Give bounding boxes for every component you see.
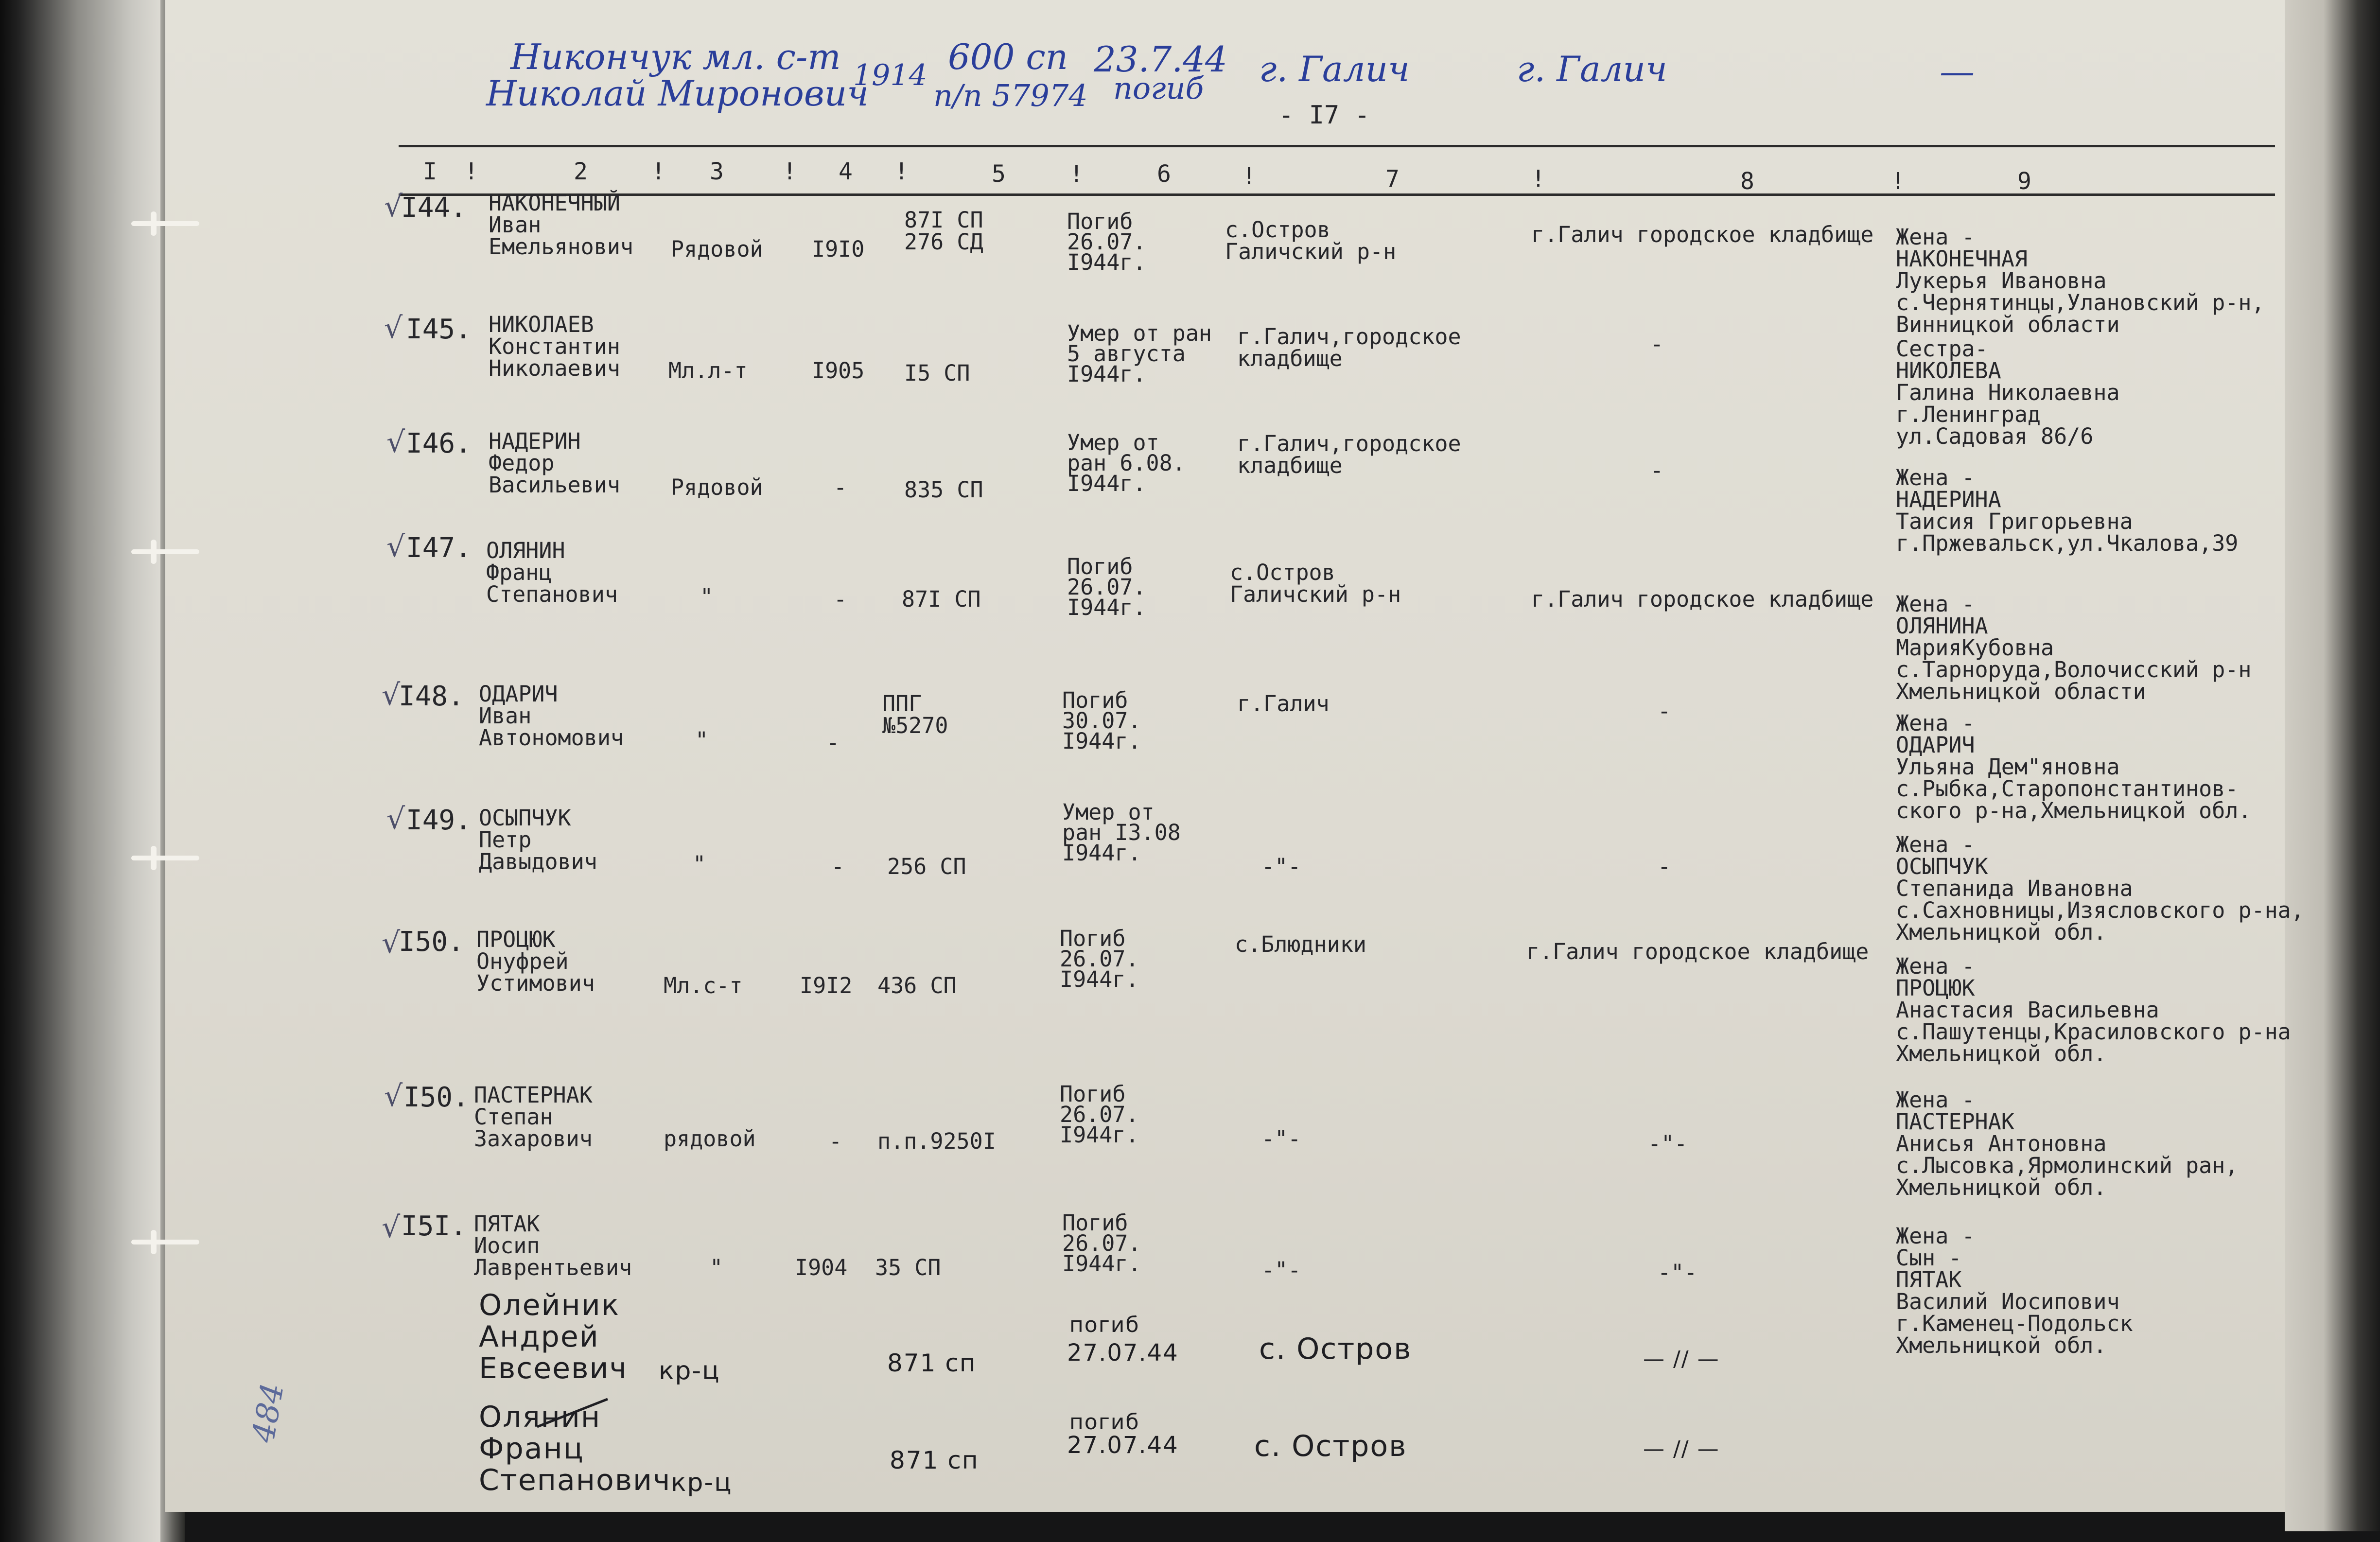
row-number: I45. <box>406 314 472 345</box>
hw-top-status: погиб <box>1113 70 1204 106</box>
relatives: Жена - ПРОЦЮК Анастасия Васильевна с.Пашутенцы,Красиловского р-на Хмельницкой обл. <box>1896 953 2291 1067</box>
hw-rank: кр-ц <box>659 1356 720 1385</box>
surname: НАДЕРИН <box>489 428 581 454</box>
binding-thread <box>131 209 199 238</box>
hw-rank: кр-ц <box>671 1468 733 1497</box>
hw-surname: Олейник <box>479 1288 620 1322</box>
birth-year: - <box>826 730 840 755</box>
burial-place: - <box>1650 457 1664 483</box>
first-name: Иосип <box>474 1233 540 1259</box>
birth-year: I9I2 <box>800 973 853 999</box>
column-number-2: 2 <box>574 158 588 185</box>
burial-place: -"- <box>1658 1260 1698 1285</box>
military-unit: I5 СП <box>904 360 970 386</box>
row-number: I48. <box>399 681 464 712</box>
column-separator: ! <box>783 158 797 185</box>
relatives: Жена - Сын - ПЯТАК Василий Иосипович г.Каменец-Подольск Хмельницкой обл. <box>1896 1223 2133 1358</box>
military-unit: 256 СП <box>887 854 966 879</box>
relatives: Жена - НАКОНЕЧНАЯ Лукерья Ивановна с.Чернятинцы,Улановский р-н, Винницкой области <box>1896 224 2265 337</box>
binding-thread <box>131 843 199 873</box>
hw-patronymic: Евсеевич <box>479 1351 628 1385</box>
death-info: Погиб 30.07. I944г. <box>1062 687 1141 754</box>
column-number-8: 8 <box>1740 168 1754 195</box>
death-info: Погиб 26.07. I944г. <box>1062 1210 1141 1277</box>
relatives: Сестра- НИКОЛЕВА Галина Николаевна г.Ленинград ул.Садовая 86/6 <box>1896 336 2120 449</box>
binding-thread <box>131 1227 199 1257</box>
patronymic: Давыдович <box>479 849 597 875</box>
death-place: г.Галич,городское кладбище <box>1237 431 1461 478</box>
burial-place: -"- <box>1648 1131 1688 1156</box>
relatives: Жена - ОЛЯНИНА МарияКубовна с.Тарноруда,Волочисский р-н Хмельницкой области <box>1896 591 2252 704</box>
rank: " <box>693 851 706 877</box>
hw-top-year: 1914 <box>853 58 928 92</box>
patronymic: Устимович <box>476 970 595 996</box>
surname: ПРОЦЮК <box>476 927 556 952</box>
check-mark: √ <box>382 926 401 960</box>
hw-status: погиб <box>1069 1313 1140 1337</box>
hw-patronymic: Степанович <box>479 1463 671 1497</box>
birth-year: I904 <box>795 1255 848 1280</box>
check-mark: √ <box>386 425 405 459</box>
header-rule-bottom <box>399 193 2275 196</box>
surname: ПАСТЕРНАК <box>474 1082 593 1108</box>
check-mark: √ <box>386 530 405 564</box>
row-number: I49. <box>406 805 472 836</box>
margin-note: 484 <box>245 1380 292 1445</box>
rank: Мл.с-т <box>664 973 743 999</box>
column-separator: ! <box>464 158 478 185</box>
rank: рядовой <box>664 1126 756 1152</box>
death-info: Умер от ран 5 августа I944г. <box>1067 320 1212 387</box>
first-name: Онуфрей <box>476 948 569 974</box>
relatives: Жена - НАДЕРИНА Таисия Григорьевна г.Пржевальск,ул.Чкалова,39 <box>1896 465 2239 556</box>
burial-place: г.Галич городское кладбище <box>1531 586 1874 612</box>
military-unit: ППГ №5270 <box>882 691 948 738</box>
burial-place: г.Галич городское кладбище <box>1526 939 1869 964</box>
patronymic: Степанович <box>486 581 618 607</box>
column-number-9: 9 <box>2017 168 2031 195</box>
death-place: -"- <box>1261 1126 1301 1152</box>
surname: ОЛЯНИН <box>486 538 565 563</box>
death-place: -"- <box>1261 1257 1301 1283</box>
birth-year: I905 <box>812 358 865 384</box>
column-number-5: 5 <box>992 160 1006 188</box>
death-place: -"- <box>1261 854 1301 879</box>
birth-year: - <box>834 586 847 612</box>
row-number: I46. <box>406 428 472 459</box>
check-mark: √ <box>386 802 405 836</box>
page-number: - I7 - <box>1278 101 1370 130</box>
hw-burial: — // — <box>1643 1347 1720 1371</box>
binding-thread <box>131 537 199 566</box>
check-mark: √ <box>382 1210 401 1244</box>
hw-top-unit-l2: п/п 57974 <box>933 78 1088 113</box>
patronymic: Автономович <box>479 725 624 751</box>
military-unit: п.п.9250I <box>877 1128 996 1154</box>
patronymic: Лаврентьевич <box>474 1255 632 1280</box>
military-unit: 436 СП <box>877 973 957 999</box>
hw-unit: 871 сп <box>887 1349 977 1377</box>
rank: " <box>700 584 714 610</box>
birth-year: I9I0 <box>812 236 865 262</box>
rank: " <box>695 727 709 753</box>
burial-place: г.Галич городское кладбище <box>1531 222 1874 247</box>
surname: ПЯТАК <box>474 1211 540 1237</box>
first-name: Иван <box>479 703 532 729</box>
hw-top-dash: — <box>1940 51 1975 92</box>
hw-status: погиб <box>1069 1410 1140 1435</box>
rank: Мл.л-т <box>668 358 748 384</box>
death-info: Погиб 26.07. I944г. <box>1060 926 1139 992</box>
check-mark: √ <box>384 1079 403 1113</box>
row-number: I47. <box>406 532 472 564</box>
first-name: Константин <box>489 333 620 359</box>
relatives: Жена - ОСЫПЧУК Степанида Ивановна с.Сахновницы,Изясловского р-на, Хмельницкой обл. <box>1896 832 2304 945</box>
death-info: Погиб 26.07. I944г. <box>1067 209 1146 275</box>
hw-top-name-l2: Николай Миронович <box>486 73 869 114</box>
column-separator: ! <box>1069 160 1084 188</box>
death-place: г.Галич,городское кладбище <box>1237 324 1461 371</box>
column-number-3: 3 <box>710 158 724 185</box>
page-edge <box>2285 0 2380 1531</box>
row-number: I50. <box>399 926 464 958</box>
death-info: Умер от ран 6.08. I944г. <box>1067 430 1186 496</box>
burial-place: - <box>1650 331 1664 357</box>
death-place: с.Остров Галичский р-н <box>1225 217 1397 264</box>
patronymic: Емельянович <box>489 234 634 260</box>
row-number: I50. <box>403 1082 469 1113</box>
column-number-1: I <box>423 158 437 185</box>
hw-top-unit: 600 сп <box>948 36 1068 77</box>
first-name: Иван <box>489 212 542 238</box>
death-info: Умер от ран I3.08 I944г. <box>1062 799 1181 866</box>
military-unit: 835 СП <box>904 477 983 503</box>
hw-top-place1: г. Галич <box>1259 49 1410 89</box>
first-name: Франц <box>486 560 552 585</box>
row-number: I5I. <box>401 1210 467 1242</box>
surname: ОДАРИЧ <box>479 681 558 707</box>
military-unit: 87I СП <box>902 586 981 612</box>
strike-mark <box>535 1395 612 1429</box>
death-place: с.Остров Галичский р-н <box>1230 560 1401 607</box>
birth-year: - <box>834 474 847 500</box>
header-rule-top <box>399 145 2275 147</box>
patronymic: Захарович <box>474 1126 593 1152</box>
hw-top-place2: г. Галич <box>1517 49 1667 89</box>
surname: НИКОЛАЕВ <box>489 312 594 337</box>
military-unit: 35 СП <box>875 1255 941 1280</box>
hw-top-name-l1: Никончук мл. с-т <box>510 36 841 77</box>
hw-date: 27.07.44 <box>1067 1432 1179 1459</box>
hw-first-name: Франц <box>479 1432 584 1466</box>
relatives: Жена - ПАСТЕРНАК Анисья Антоновна с.Лысовка,Ярмолинский ран, Хмельницкой обл. <box>1896 1087 2239 1200</box>
burial-place: - <box>1658 854 1671 879</box>
birth-year: - <box>831 854 845 879</box>
military-unit: 87I СП 276 СД <box>904 207 983 255</box>
death-info: Погиб 26.07. I944г. <box>1067 554 1146 620</box>
rank: " <box>710 1255 723 1280</box>
rank: Рядовой <box>671 474 763 500</box>
relatives: Жена - ОДАРИЧ Ульяна Дем"яновна с.Рыбка,Старопонстантинов- ского р-на,Хмельницкой обл. <box>1896 710 2252 824</box>
column-separator: ! <box>1891 168 1905 195</box>
column-separator: ! <box>1531 165 1545 193</box>
patronymic: Николаевич <box>489 355 620 381</box>
hw-date: 27.07.44 <box>1067 1339 1179 1367</box>
patronymic: Васильевич <box>489 472 620 498</box>
column-number-6: 6 <box>1157 160 1171 188</box>
column-number-7: 7 <box>1385 165 1400 193</box>
hw-surname: Олянин <box>479 1400 601 1434</box>
first-name: Федор <box>489 450 555 476</box>
hw-place: с. Остров <box>1259 1332 1412 1366</box>
column-separator: ! <box>894 158 909 185</box>
row-number: I44. <box>401 192 467 224</box>
first-name: Петр <box>479 827 532 853</box>
column-number-4: 4 <box>839 158 853 185</box>
hw-top-date: 23.7.44 <box>1094 39 1227 80</box>
death-place: с.Блюдники <box>1235 931 1366 957</box>
death-info: Погиб 26.07. I944г. <box>1060 1081 1139 1148</box>
burial-place: - <box>1658 698 1671 724</box>
check-mark: √ <box>384 190 403 224</box>
death-place: г.Галич <box>1237 691 1330 717</box>
surname: ОСЫПЧУК <box>479 805 571 831</box>
birth-year: - <box>829 1128 842 1154</box>
hw-place: с. Остров <box>1254 1429 1407 1463</box>
rank: Рядовой <box>671 236 763 262</box>
hw-first-name: Андрей <box>479 1320 599 1354</box>
check-mark: √ <box>382 678 401 712</box>
hw-unit: 871 сп <box>890 1446 979 1474</box>
column-separator: ! <box>651 158 665 185</box>
hw-burial: — // — <box>1643 1437 1720 1461</box>
first-name: Степан <box>474 1104 553 1130</box>
check-mark: √ <box>384 311 403 345</box>
column-separator: ! <box>1242 163 1256 190</box>
surname: НАКОНЕЧНЫЙ <box>489 190 620 216</box>
